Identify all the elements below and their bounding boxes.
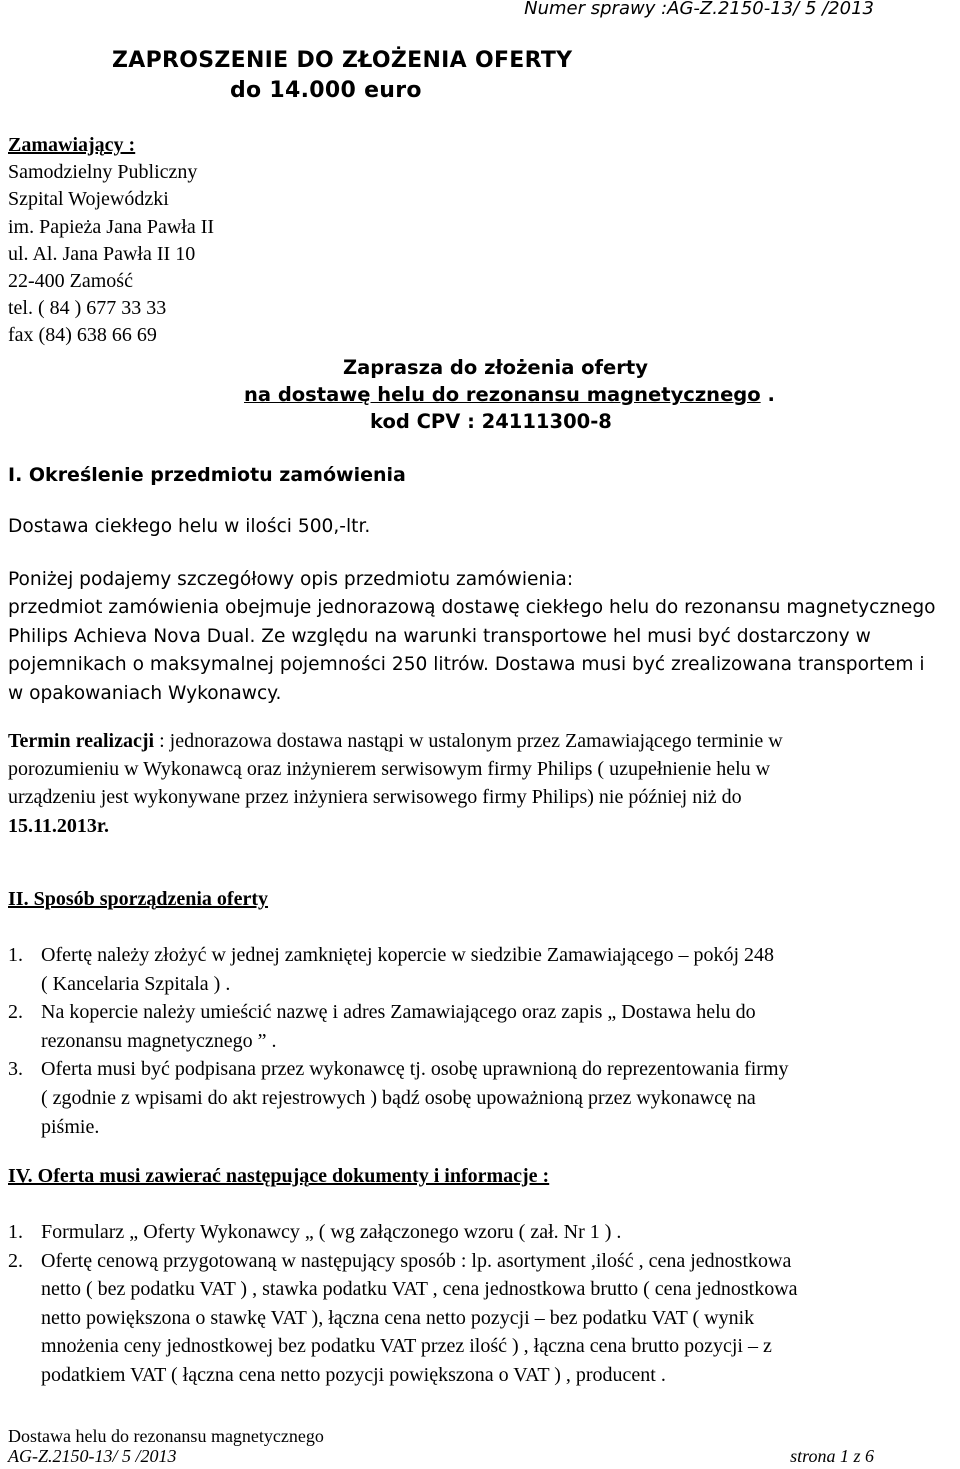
list-item: [8, 998, 958, 1055]
invitation-line-1: Zaprasza do złożenia oferty: [343, 356, 648, 379]
invitation-block: [0, 354, 960, 435]
list-item-line: Oferta musi być podpisana przez wykonawcę tj. osobę uprawnioną do reprezentowania firmy: [41, 1058, 789, 1081]
section-4-list: [8, 1218, 958, 1390]
section-4-heading: IV. Oferta musi zawierać następujące dokumenty i informacje :: [8, 1165, 550, 1187]
list-item-line: netto powiększona o stawkę VAT ), łączna cena netto pozycji – bez podatku VAT ( wynik: [41, 1306, 755, 1329]
description-line: Poniżej podajemy szczegółowy opis przedmiotu zamówienia:: [8, 569, 574, 590]
invitation-line-2: [0, 381, 960, 408]
list-item-line: podatkiem VAT ( łączna cena netto pozycji powiększona o VAT ) , producent .: [41, 1363, 666, 1386]
list-item-line: Ofertę należy złożyć w jednej zamkniętej kopercie w siedzibie Zamawiającego – pokój 248: [41, 944, 775, 966]
description-line: przedmiot zamówienia obejmuje jednorazową dostawę ciekłego helu do rezonansu magnetycznego: [8, 597, 936, 619]
term-line-1: [8, 727, 958, 755]
list-item-number: 2.: [8, 1001, 23, 1024]
description-line: Philips Achieva Nova Dual. Ze względu na warunki transportowe hel musi być dostarczony w: [8, 625, 871, 647]
list-item-line: Ofertę cenową przygotowaną w następujący sposób : lp. asortyment ,ilość , cena jednostkowa: [41, 1249, 792, 1272]
list-item-line: ( zgodnie z wpisami do akt rejestrowych ) bądź osobę upoważnioną przez wykonawcę na: [41, 1086, 756, 1109]
term-line-2: porozumieniu w Wykonawcą oraz inżynierem serwisowym firmy Philips ( uzupełnienie helu w: [8, 758, 771, 781]
term-paragraph: [8, 727, 958, 840]
list-item: [8, 1218, 958, 1247]
cpv-code: kod CPV : 24111300-8: [370, 410, 612, 433]
title-line-2: do 14.000 euro: [230, 78, 422, 103]
list-item-line: ( Kancelaria Szpitala ) .: [41, 972, 231, 995]
description-line: pojemnikach o maksymalnej pojemności 250 litrów. Dostawa musi być zrealizowana transportem i: [8, 654, 925, 676]
list-item: [8, 941, 958, 998]
list-item-number: 1.: [8, 1221, 23, 1243]
section-1-heading: I. Określenie przedmiotu zamówienia: [8, 464, 406, 486]
case-number: Numer sprawy :AG-Z.2150-13/ 5 /2013: [524, 0, 874, 19]
term-date: 15.11.2013r.: [8, 814, 109, 837]
term-line-3: urządzeniu jest wykonywane przez inżyniera serwisowego firmy Philips) nie później niż do: [8, 786, 742, 809]
list-item: [8, 1247, 958, 1390]
description-paragraph: [8, 566, 958, 708]
section-2-list: [8, 941, 958, 1141]
invitation-subject: na dostawę helu do rezonansu magnetycznego: [244, 383, 761, 406]
buyer-line: ul. Al. Jana Pawła II 10: [8, 242, 196, 265]
section-2-heading: II. Sposób sporządzenia oferty: [8, 888, 269, 910]
list-item-line: mnożenia ceny jednostkowej bez podatku VAT przez ilość ) , łączna cena brutto pozycji – z: [41, 1335, 772, 1358]
buyer-line: tel. ( 84 ) 677 33 33: [8, 297, 167, 320]
footer-title: Dostawa helu do rezonansu magnetycznego: [8, 1426, 324, 1446]
list-item-line: netto ( bez podatku VAT ) , stawka podatku VAT , cena jednostkowa brutto ( cena jednostkowa: [41, 1278, 798, 1301]
buyer-line: 22-400 Zamość: [8, 270, 133, 293]
list-item-number: 3.: [8, 1058, 23, 1081]
footer-case-id: AG-Z.2150-13/ 5 /2013: [8, 1446, 177, 1466]
list-item-line: Formularz „ Oferty Wykonawcy „ ( wg załączonego wzoru ( zał. Nr 1 ) .: [41, 1221, 622, 1243]
description-line: w opakowaniach Wykonawcy.: [8, 682, 282, 704]
buyer-line: Samodzielny Publiczny: [8, 161, 198, 184]
buyer-block: [8, 132, 214, 350]
list-item-line: piśmie.: [41, 1115, 100, 1138]
invitation-suffix: .: [760, 383, 775, 406]
buyer-line: Szpital Wojewódzki: [8, 188, 169, 211]
list-item-number: 1.: [8, 944, 23, 966]
term-label: Termin realizacji: [8, 730, 155, 752]
buyer-line: fax (84) 638 66 69: [8, 324, 157, 347]
list-item-line: rezonansu magnetycznego ” .: [41, 1029, 277, 1052]
title-line-1: ZAPROSZENIE DO ZŁOŻENIA OFERTY: [112, 48, 573, 73]
page-number: strona 1 z 6: [790, 1446, 874, 1466]
list-item-number: 2.: [8, 1249, 23, 1272]
list-item: [8, 1055, 958, 1141]
buyer-line: im. Papieża Jana Pawła II: [8, 215, 215, 238]
document-title: [112, 46, 572, 106]
buyer-label: Zamawiający :: [8, 134, 136, 156]
quantity-text: Dostawa ciekłego helu w ilości 500,-ltr.: [8, 516, 371, 537]
list-item-line: Na kopercie należy umieścić nazwę i adres Zamawiającego oraz zapis „ Dostawa helu do: [41, 1001, 756, 1024]
term-text: : jednorazowa dostawa nastąpi w ustalonym przez Zamawiającego terminie w: [154, 730, 783, 752]
